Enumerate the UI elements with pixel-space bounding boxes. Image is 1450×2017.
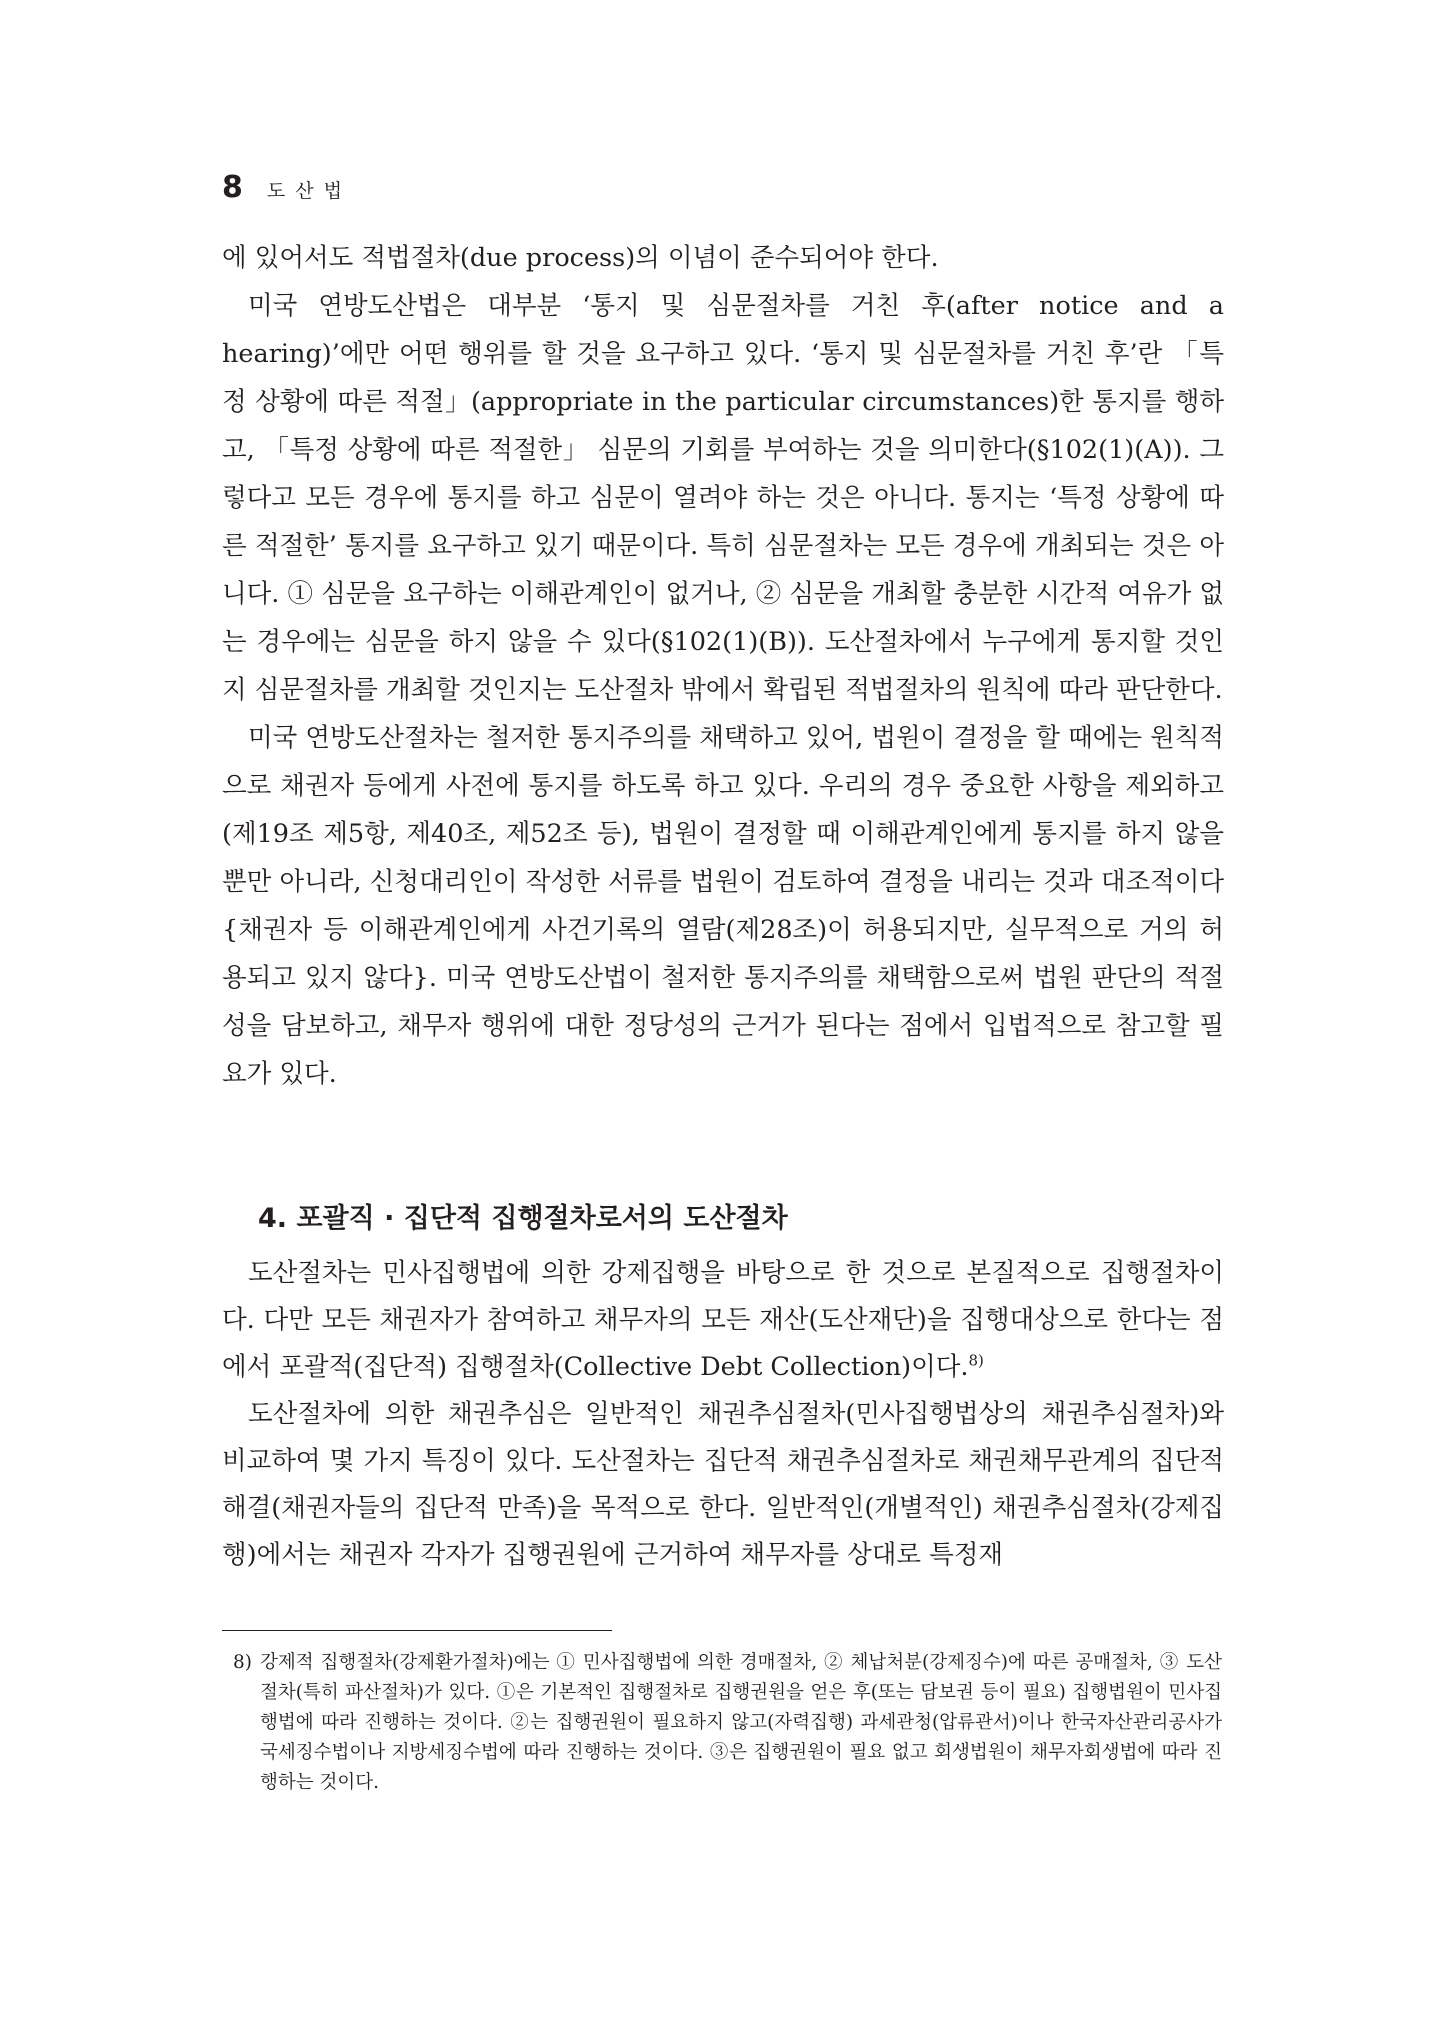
paragraph: 미국 연방도산법은 대부분 ‘통지 및 심문절차를 거친 후(after notice and a hearing)’에만 어떤 행위를 할 것을 요구하고 있다. ‘통지 및 심문절차를 거친 후’란 「특정 상황에 따른 적절」(appropriate in the particular circumstances)한 통지를 행하고, 「특정 상황에 따른 적절한」 심문의 기회를 부여하는 것을 의미한다(§102(1)(A)). 그렇다고 모든 경우에 통지를 하고 심문이 열려야 하는 것은 아니다. 통지는 ‘특정 상황에 따른 적절한’ 통지를 요구하고 있기 때문이다. 특히 심문절차는 모든 경우에 개최되는 것은 아니다. ① 심문을 요구하는 이해관계인이 없거나, ② 심문을 개최할 충분한 시간적 여유가 없는 경우에는 심문을 하지 않을 수 있다(§102(1)(B)). 도산절차에서 누구에게 통지할 것인지 심문절차를 개최할 것인지는 도산절차 밖에서 확립된 적법절차의 원칙에 따라 판단한다. xyxy=(222,291,1225,705)
paragraph xyxy=(222,1250,1224,1391)
footnote xyxy=(222,1648,1222,1798)
footnote-number: 8) xyxy=(233,1652,252,1673)
paragraph: 미국 연방도산절차는 철저한 통지주의를 채택하고 있어, 법원이 결정을 할 때에는 원칙적으로 채권자 등에게 사전에 통지를 하도록 하고 있다. 우리의 경우 중요한 사항을 제외하고(제19조 제5항, 제40조, 제52조 등), 법원이 결정할 때 이해관계인에게 통지를 하지 않을 뿐만 아니라, 신청대리인이 작성한 서류를 법원이 검토하여 결정을 내리는 것과 대조적이다{채권자 등 이해관계인에게 사건기록의 열람(제28조)이 허용되지만, 실무적으로 거의 허용되고 있지 않다}. 미국 연방도산법이 철저한 통지주의를 채택함으로써 법원 판단의 적절성을 담보하고, 채무자 행위에 대한 정당성의 근거가 된다는 점에서 입법적으로 참고할 필요가 있다. xyxy=(222,723,1224,1089)
page-number: 8 xyxy=(222,170,243,205)
main-text xyxy=(222,234,1224,1098)
footnote-reference[interactable]: 8) xyxy=(968,1351,984,1370)
page-header xyxy=(222,170,352,205)
section-heading: 4. 포괄직 · 집단적 집행절차로서의 도산절차 xyxy=(258,1203,788,1234)
paragraph-continued: 에 있어서도 적법절차(due process)의 이념이 준수되어야 한다. xyxy=(222,243,939,273)
paragraph-text: 도산절차는 민사집행법에 의한 강제집행을 바탕으로 한 것으로 본질적으로 집행절차이다. 다만 모든 채권자가 참여하고 채무자의 모든 재산(도산재단)을 집행대상으로 한다는 점에서 포괄적(집단적) 집행절차(Collective Debt Collection)이다. xyxy=(222,1258,1224,1382)
section-text xyxy=(222,1250,1224,1579)
paragraph: 도산절차에 의한 채권추심은 일반적인 채권추심절차(민사집행법상의 채권추심절차)와 비교하여 몇 가지 특징이 있다. 도산절차는 집단적 채권추심절차로 채권채무관계의 집단적 해결(채권자들의 집단적 만족)을 목적으로 한다. 일반적인(개별적인) 채권추심절차(강제집행)에서는 채권자 각자가 집행권원에 근거하여 채무자를 상대로 특정재 xyxy=(222,1399,1224,1570)
running-title: 도산법 xyxy=(266,180,352,202)
footnote-text: 강제적 집행절차(강제환가절차)에는 ① 민사집행법에 의한 경매절차, ② 체납처분(강제징수)에 따른 공매절차, ③ 도산절차(특히 파산절차)가 있다. ①은 기본적인 집행절차로 집행권원을 얻은 후(또는 담보권 등이 필요) 집행법원이 민사집행법에 따라 진행하는 것이다. ②는 집행권원이 필요하지 않고(자력집행) 과세관청(압류관서)이나 한국자산관리공사가 국세징수법이나 지방세징수법에 따라 진행하는 것이다. ③은 집행권원이 필요 없고 회생법원이 채무자회생법에 따라 진행하는 것이다. xyxy=(260,1652,1222,1793)
footnote-divider xyxy=(222,1630,612,1631)
